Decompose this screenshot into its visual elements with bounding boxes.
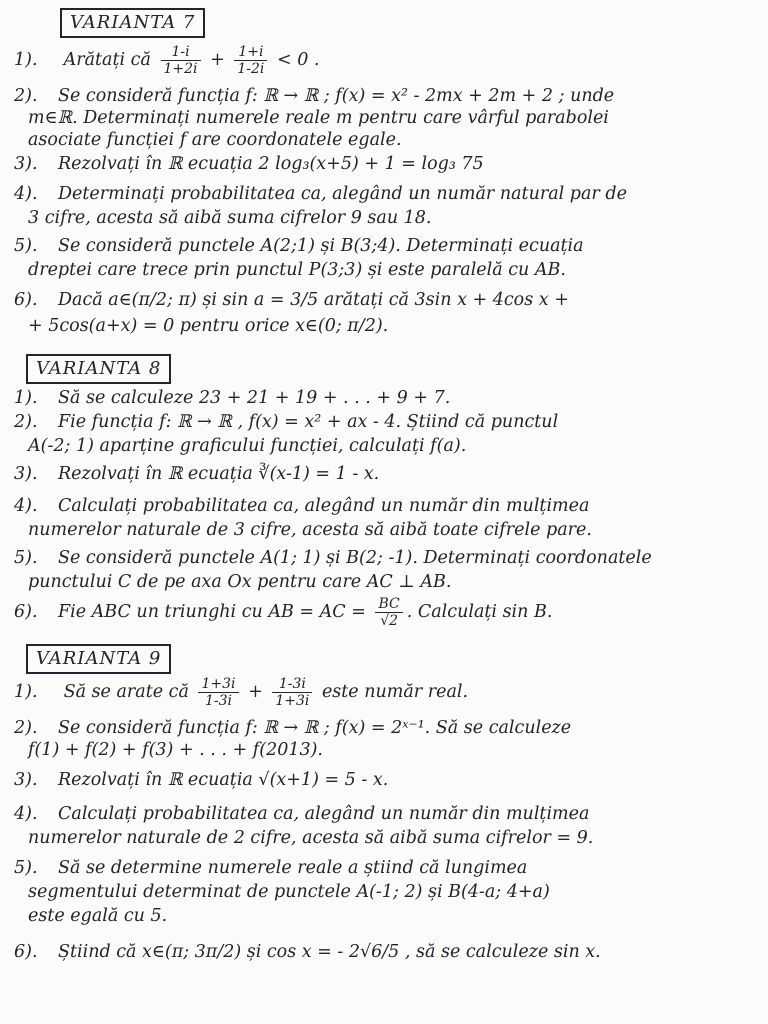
fraction [161, 44, 201, 77]
v7-exercise-2 [14, 84, 614, 108]
fraction [234, 44, 267, 77]
exercise-number: 5). [14, 858, 38, 878]
exercise-line: Dacă a∈(π/2; π) și sin a = 3/5 arătați că 3sin x + 4cos x + [58, 290, 569, 310]
variant-7-title: VARIANTA 7 [60, 8, 205, 38]
v7-exercise-4-line-2: 3 cifre, acesta să aibă suma cifrelor 9 sau 18. [28, 208, 432, 228]
v9-exercise-3 [14, 768, 388, 792]
v9-exercise-2-line-2: f(1) + f(2) + f(3) + . . . + f(2013). [28, 740, 323, 760]
v7-exercise-6 [14, 288, 569, 312]
fraction [198, 676, 238, 709]
exercise-number: 2). [14, 412, 38, 432]
v8-exercise-3 [14, 462, 379, 486]
exercise-number: 2). [14, 86, 38, 106]
numerator: 1+3i [198, 676, 238, 693]
exercise-line: Fie funcția f: ℝ → ℝ , f(x) = x² + ax - 4. Știind că punctul [58, 412, 559, 432]
exercise-number: 2). [14, 718, 38, 738]
denominator: 1+2i [163, 61, 198, 77]
plus-sign: + [248, 682, 263, 702]
exercise-number: 5). [14, 236, 38, 256]
numerator: 1+i [234, 44, 267, 61]
exercise-number: 4). [14, 804, 38, 824]
numerator: 1-i [161, 44, 201, 61]
exercise-line: Se consideră punctele A(2;1) și B(3;4). Determinați ecuația [58, 236, 584, 256]
variant-9-title: VARIANTA 9 [26, 644, 171, 674]
exercise-number: 4). [14, 496, 38, 516]
exercise-line: Rezolvați în ℝ ecuația 2 log₃(x+5) + 1 = log₃ 75 [58, 154, 484, 174]
v9-exercise-5 [14, 856, 527, 880]
exercise-line: Calculați probabilitatea ca, alegând un număr din mulțimea [58, 496, 590, 516]
exercise-line: Rezolvați în ℝ ecuația √(x+1) = 5 - x. [58, 770, 389, 790]
denominator: 1-3i [204, 693, 232, 709]
v7-exercise-4 [14, 182, 627, 206]
v8-exercise-2 [14, 410, 558, 434]
exercise-number: 1). [14, 388, 38, 408]
variant-8-title: VARIANTA 8 [26, 354, 171, 384]
v7-exercise-3 [14, 152, 484, 176]
v9-exercise-1 [14, 676, 468, 709]
v7-exercise-5 [14, 234, 584, 258]
fraction [272, 676, 312, 709]
denominator: √2 [380, 613, 399, 629]
exercise-line: Se consideră punctele A(1; 1) și B(2; -1). Determinați coordonatele [58, 548, 652, 568]
exercise-number: 3). [14, 464, 38, 484]
exercise-number: 6). [14, 942, 38, 962]
plus-sign: + [210, 50, 225, 70]
numerator: BC [375, 596, 402, 613]
fraction [375, 596, 402, 629]
v9-exercise-2 [14, 716, 571, 740]
denominator: 1+3i [275, 693, 310, 709]
exercise-number: 5). [14, 548, 38, 568]
exercise-text-end: < 0 . [276, 50, 320, 70]
v8-exercise-5-line-2: punctului C de pe axa Ox pentru care AC ⊥ AB. [28, 572, 452, 592]
exercise-line: Calculați probabilitatea ca, alegând un număr din mulțimea [58, 804, 590, 824]
exercise-line: Să se calculeze 23 + 21 + 19 + . . . + 9 + 7. [58, 388, 451, 408]
v7-exercise-5-line-2: dreptei care trece prin punctul P(3;3) și este paralelă cu AB. [28, 260, 566, 280]
v8-exercise-4-line-2: numerelor naturale de 3 cifre, acesta să aibă toate cifrele pare. [28, 520, 592, 540]
exercise-number: 3). [14, 770, 38, 790]
v8-exercise-1 [14, 386, 450, 410]
exercise-number: 3). [14, 154, 38, 174]
v9-exercise-4-line-2: numerelor naturale de 2 cifre, acesta să aibă suma cifrelor = 9. [28, 828, 594, 848]
v8-exercise-4 [14, 494, 589, 518]
v7-exercise-2-line-3: asociate funcției f are coordonatele egale. [28, 130, 402, 150]
exercise-line: Determinați probabilitatea ca, alegând un număr natural par de [58, 184, 627, 204]
v7-exercise-2-line-2: m∈ℝ. Determinați numerele reale m pentru care vârful parabolei [28, 108, 609, 128]
exercise-text: Arătați că [63, 50, 151, 70]
v9-exercise-4 [14, 802, 589, 826]
exercise-line: Să se determine numerele reale a știind că lungimea [58, 858, 528, 878]
exercise-line: Știind că x∈(π; 3π/2) și cos x = - 2√6/5 , să se calculeze sin x. [58, 942, 601, 962]
v8-exercise-5 [14, 546, 652, 570]
exercise-line-end: . Calculați sin B. [406, 602, 553, 622]
denominator: 1-2i [237, 61, 265, 77]
exercise-text-end: este număr real. [321, 682, 469, 702]
v9-exercise-5-line-3: este egală cu 5. [28, 906, 168, 926]
v8-exercise-2-line-2: A(-2; 1) aparține graficului funcției, calculați f(a). [28, 436, 467, 456]
exercise-text: Să se arate că [63, 682, 189, 702]
exercise-line: Fie ABC un triunghi cu AB = AC = [58, 602, 366, 622]
numerator: 1-3i [272, 676, 312, 693]
v7-exercise-6-line-2: + 5cos(a+x) = 0 pentru orice x∈(0; π/2). [28, 316, 389, 336]
exercise-number: 1). [14, 50, 38, 70]
exercise-line: Se consideră funcția f: ℝ → ℝ ; f(x) = 2ˣ⁻¹. Să se calculeze [58, 718, 572, 738]
v9-exercise-6 [14, 940, 601, 964]
exercise-number: 4). [14, 184, 38, 204]
v8-exercise-6 [14, 596, 552, 629]
v9-exercise-5-line-2: segmentului determinat de punctele A(-1; 2) și B(4-a; 4+a) [28, 882, 550, 902]
exercise-line: Rezolvați în ℝ ecuația ∛(x-1) = 1 - x. [58, 464, 380, 484]
exercise-number: 6). [14, 602, 38, 622]
exercise-line: Se consideră funcția f: ℝ → ℝ ; f(x) = x² - 2mx + 2m + 2 ; unde [58, 86, 615, 106]
exercise-number: 1). [14, 682, 38, 702]
v7-exercise-1 [14, 44, 319, 77]
exercise-number: 6). [14, 290, 38, 310]
